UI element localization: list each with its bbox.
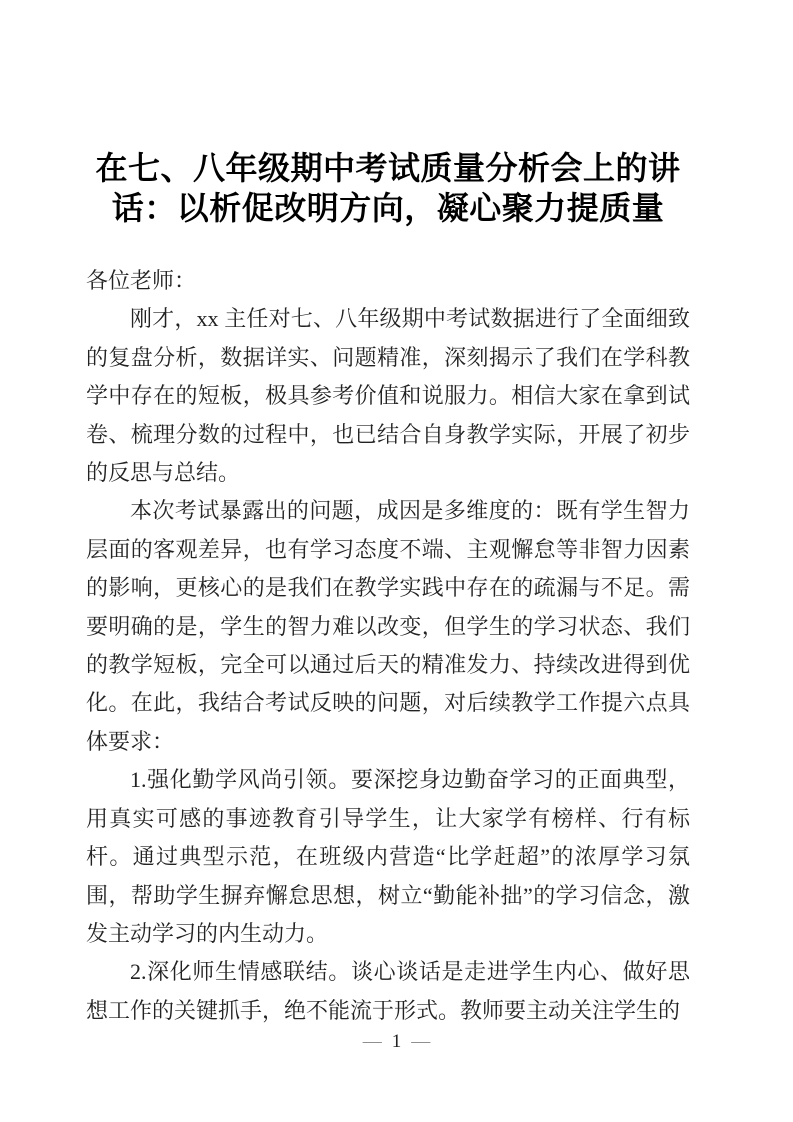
document-body xyxy=(86,262,690,1030)
paragraph-point-2: 2.深化师生情感联结。谈心谈话是走进学生内心、做好思想工作的关键抓手，绝不能流于形式。教师要主动关注学生的 xyxy=(86,959,690,1023)
paragraph-point-1: 1.强化勤学风尚引领。要深挖身边勤奋学习的正面典型，用真实可感的事迹教育引导学生，让大家学有榜样、行有标杆。通过典型示范，在班级内营造“比学赶超”的浓厚学习氛围，帮助学生摒弃懈怠思想，树立“勤能补拙”的学习信念，激发主动学习的内生动力。 xyxy=(86,767,690,946)
page-number: 1 xyxy=(391,1031,402,1052)
document-title: 在七、八年级期中考试质量分析会上的讲话：以析促改明方向，凝心聚力提质量 xyxy=(95,150,681,226)
salutation: 各位老师： xyxy=(86,268,197,293)
page-footer xyxy=(0,1031,793,1053)
paragraph-opening: 刚才，xx 主任对七、八年级期中考试数据进行了全面细致的复盘分析，数据详实、问题精准，深刻揭示了我们在学科教学中存在的短板，极具参考价值和说服力。相信大家在拿到试卷、梳理分数的过程中，也已结合自身教学实际，开展了初步的反思与总结。 xyxy=(86,306,690,486)
paragraph-analysis: 本次考试暴露出的问题，成因是多维度的：既有学生智力层面的客观差异，也有学习态度不端、主观懈怠等非智力因素的影响，更核心的是我们在教学实践中存在的疏漏与不足。需要明确的是，学生的智力难以改变，但学生的学习状态、我们的教学短板，完全可以通过后天的精准发力、持续改进得到优化。在此，我结合考试反映的问题，对后续教学工作提六点具体要求： xyxy=(86,498,690,754)
footer-dash-left: — xyxy=(362,1031,382,1052)
footer-dash-right: — xyxy=(411,1031,431,1052)
